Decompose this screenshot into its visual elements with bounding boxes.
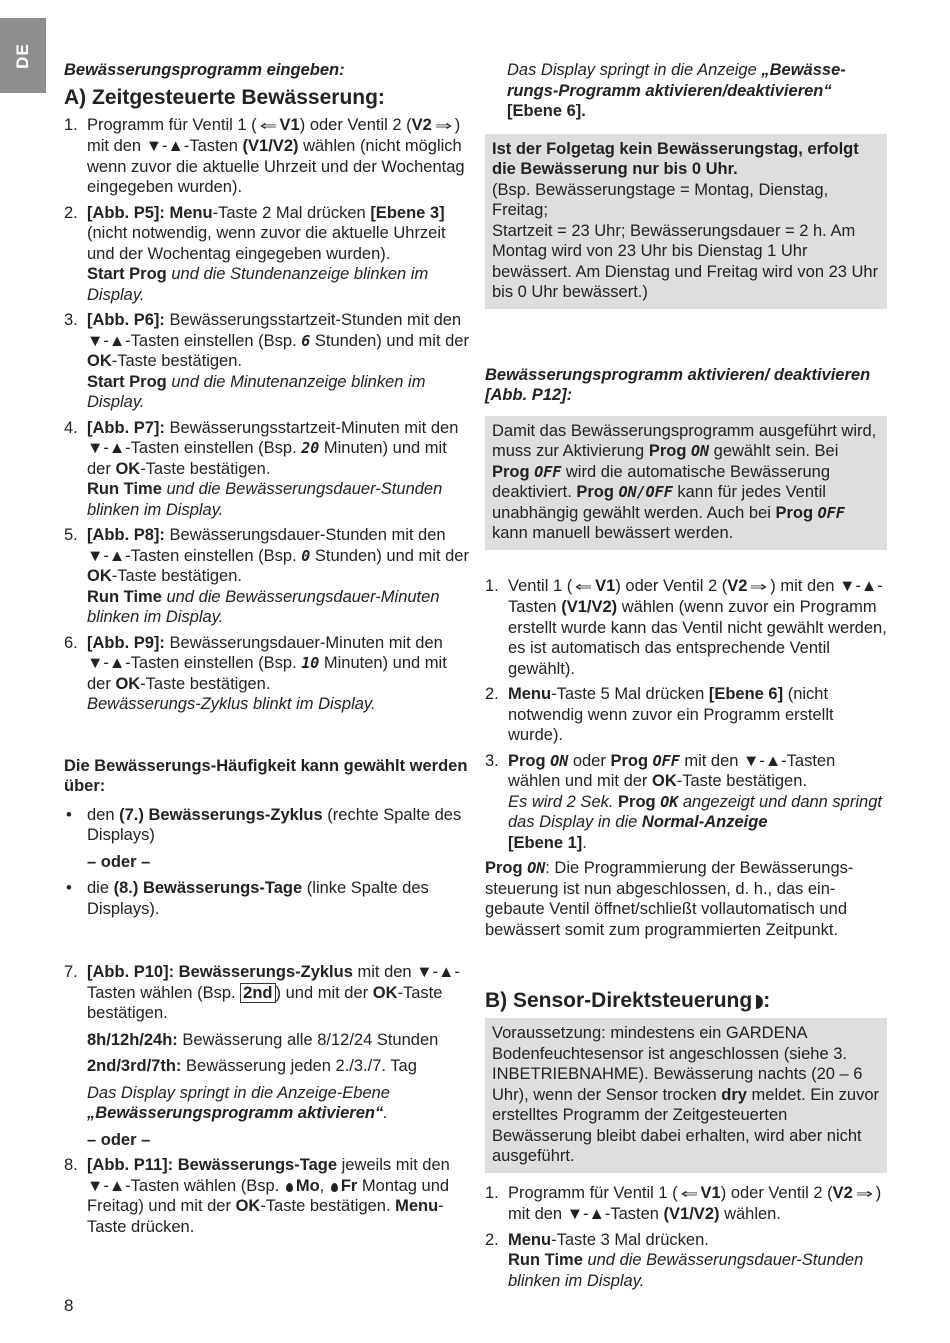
bullet-cycle: • den (7.) Bewässerungs-Zyklus (rechte Spalte des Displays)	[66, 805, 462, 844]
step-4: 4. [Abb. P7]: Bewässerungsstartzeit-Minuten mit den ▼-▲-Tasten einstellen (Bsp. 20 Minuten) und mit der OK-Taste bestätigen. Run Time und die Bewässerungsdauer-Stunden blinken im Display.	[64, 418, 459, 519]
water-drop-icon	[331, 1183, 338, 1192]
arrow-left-icon: ⇐	[680, 1185, 698, 1201]
step-3: 3. [Abb. P6]: Bewässerungsstartzeit-Stunden mit den ▼-▲-Tasten einstellen (Bsp. 6 Stunden) und mit der OK-Taste bestätigen. Start Prog und die Minutenanzeige blinken im Display.	[64, 311, 469, 411]
activate-step-3: 3. Prog ON oder Prog OFF mit den ▼-▲-Tasten wählen und mit der OK-Taste bestätigen. Es wird 2 Sek. Prog OK angezeigt und dann springt das Display in die Normal-Anzeige [Ebene 1].	[485, 751, 882, 852]
step-2: 2. [Abb. P5]: Menu-Taste 2 Mal drücken [Ebene 3] (nicht notwendig, wenn zuvor die aktuelle Uhrzeit und der Wochentag eingegeben wurden). Start Prog und die Stundenanzeige blinken im Display.	[64, 203, 446, 304]
activate-subheading: Bewässerungsprogramm aktivieren/ deaktivieren [Abb. P12]:	[485, 365, 871, 404]
sensor-step-2: 2. Menu-Taste 3 Mal drücken. Run Time und die Bewässerungsdauer-Stunden blinken im Display.	[485, 1230, 864, 1290]
info-box-activate: Damit das Bewässerungsprogramm ausgeführt wird, muss zur Aktivierung Prog ON gewählt sein. Bei Prog OFF wird die automatische Bewässerung deaktiviert. Prog ON/OFF kann für jedes Ventil unabhängig gewählt werden. Auch bei Prog OFF kann manuell bewässert werden.	[485, 416, 887, 550]
step-5: 5. [Abb. P8]: Bewässerungsdauer-Stunden mit den ▼-▲-Tasten einstellen (Bsp. 0 Stunden) und mit der OK-Taste bestätigen. Run Time und die Bewässerungsdauer-Minuten blinken im Display.	[64, 526, 469, 626]
activate-step-1: 1. Ventil 1 ( ⇐ V1) oder Ventil 2 (V2 ⇒ ) mit den ▼-▲-Tasten (V1/V2) wählen (wenn zuvor ein Programm erstellt wurde kann das Ventil nicht gewählt werden, es ist automatisch das entsprechende Ventil gewählt).	[485, 576, 887, 678]
sensor-steps	[485, 1183, 887, 1292]
lcd-value: 10	[301, 654, 320, 672]
info-box-next-day: Ist der Folgetag kein Bewässerungstag, erfolgt die Bewässerung nur bis 0 Uhr. (Bsp. Bewässerungstage = Montag, Dienstag, Freitag; Startzeit = 23 Uhr; Bewässerungsdauer = 2 h. Am Montag wird von 23 Uhr bis Dienstag 1 Uhr bewässert. Am Dienstag und Freitag wird von 23 Uhr bis 0 Uhr bewässert.)	[485, 134, 887, 309]
sensor-step-1: 1. Programm für Ventil 1 ( ⇐ V1) oder Ventil 2 (V2 ⇒ ) mit den ▼-▲-Tasten (V1/V2) wählen.	[485, 1183, 882, 1223]
section-subheading: Bewässerungsprogramm eingeben:	[64, 61, 345, 79]
arrow-left-icon: ⇐	[259, 117, 277, 133]
frequency-heading: Die Bewässerungs-Häufigkeit kann gewählt werden über:	[64, 756, 468, 795]
left-column	[64, 60, 469, 1242]
bullet-days: • die (8.) Bewässerungs-Tage (linke Spalte des Displays).	[66, 879, 429, 918]
or-separator: – oder –	[87, 852, 151, 871]
arrow-right-icon: ⇒	[750, 578, 768, 594]
section-heading-a: A) Zeitgesteuerte Bewässerung:	[64, 85, 385, 109]
language-label: DE	[12, 42, 32, 69]
step-6: 6. [Abb. P9]: Bewässerungsdauer-Minuten mit den ▼-▲-Tasten einstellen (Bsp. 10 Minuten) und mit der OK-Taste bestätigen. Bewässerungs-Zyklus blinkt im Display.	[64, 633, 447, 713]
display-jump-note: Das Display springt in die Anzeige „Bewässerungs-Programm aktivieren/deaktivieren“ [Ebene 6].	[507, 61, 846, 120]
lcd-value: 20	[301, 439, 320, 457]
water-drop-icon	[286, 1183, 293, 1192]
arrow-left-icon: ⇐	[574, 578, 593, 594]
lcd-value: 6	[301, 331, 311, 350]
prog-on-summary: Prog ON: Die Programmierung der Bewässerungssteuerung ist nun abgeschlossen, d. h., das eingebaute Ventil öffnet/schließt vollautomatisch und bewässert somit zum programmierten Zeitpunkt.	[485, 859, 854, 939]
cycle-example-badge: 2nd	[240, 983, 275, 1003]
activate-step-2: 2. Menu-Taste 5 Mal drücken [Ebene 6] (nicht notwendig wenn zuvor ein Programm erstellt wurde).	[485, 685, 834, 744]
programming-steps	[64, 115, 469, 715]
step-8: 8. [Abb. P11]: Bewässerungs-Tage jeweils mit den ▼-▲-Tasten wählen (Bsp. Mo, Fr Montag und Freitag) und mit der OK-Taste bestätigen. Menu-Taste drücken.	[64, 1156, 450, 1236]
step-7: 7. [Abb. P10]: Bewässerungs-Zyklus mit den ▼-▲-Tasten wählen (Bsp. 2nd ) und mit der OK-Taste bestätigen. 8h/12h/24h: Bewässerung alle 8/12/24 Stunden 2nd/3rd/7th: Bewässerung jeden 2./3./7. Tag Das Display springt in die Anzeige-Ebene „Bewässerungsprogramm aktivieren“. – oder –	[64, 963, 460, 1149]
step-1: 1. Programm für Ventil 1 ( ⇐ V1) oder Ventil 2 (V2 ⇒ ) mit den ▼-▲-Tasten (V1/V2) wählen (nicht möglich wenn zuvor die aktuelle Uhrzeit und der Wochentag eingegeben wurden).	[64, 115, 465, 196]
language-tab	[0, 18, 46, 93]
activate-steps	[485, 576, 887, 854]
info-box-sensor: Voraussetzung: mindestens ein GARDENA Bodenfeuchtesensor ist angeschlossen (siehe 3. INBETRIEBNAHME). Bewässerung nachts (20 – 6 Uhr), wenn der Sensor trocken dry meldet. Ein zuvor erstelltes Programm der Zeitgesteuerten Bewässerung bleibt dabei erhalten, wird aber nicht ausgeführt.	[485, 1018, 887, 1173]
frequency-options	[64, 805, 469, 920]
page-number: 8	[64, 1296, 74, 1315]
section-heading-b: B) Sensor-Direktsteuerung :	[485, 989, 771, 1012]
arrow-right-icon: ⇒	[434, 117, 452, 133]
cycle-steps	[64, 962, 469, 1237]
arrow-right-icon: ⇒	[855, 1185, 873, 1201]
lcd-value: 0	[301, 546, 311, 565]
right-column	[485, 60, 887, 1296]
